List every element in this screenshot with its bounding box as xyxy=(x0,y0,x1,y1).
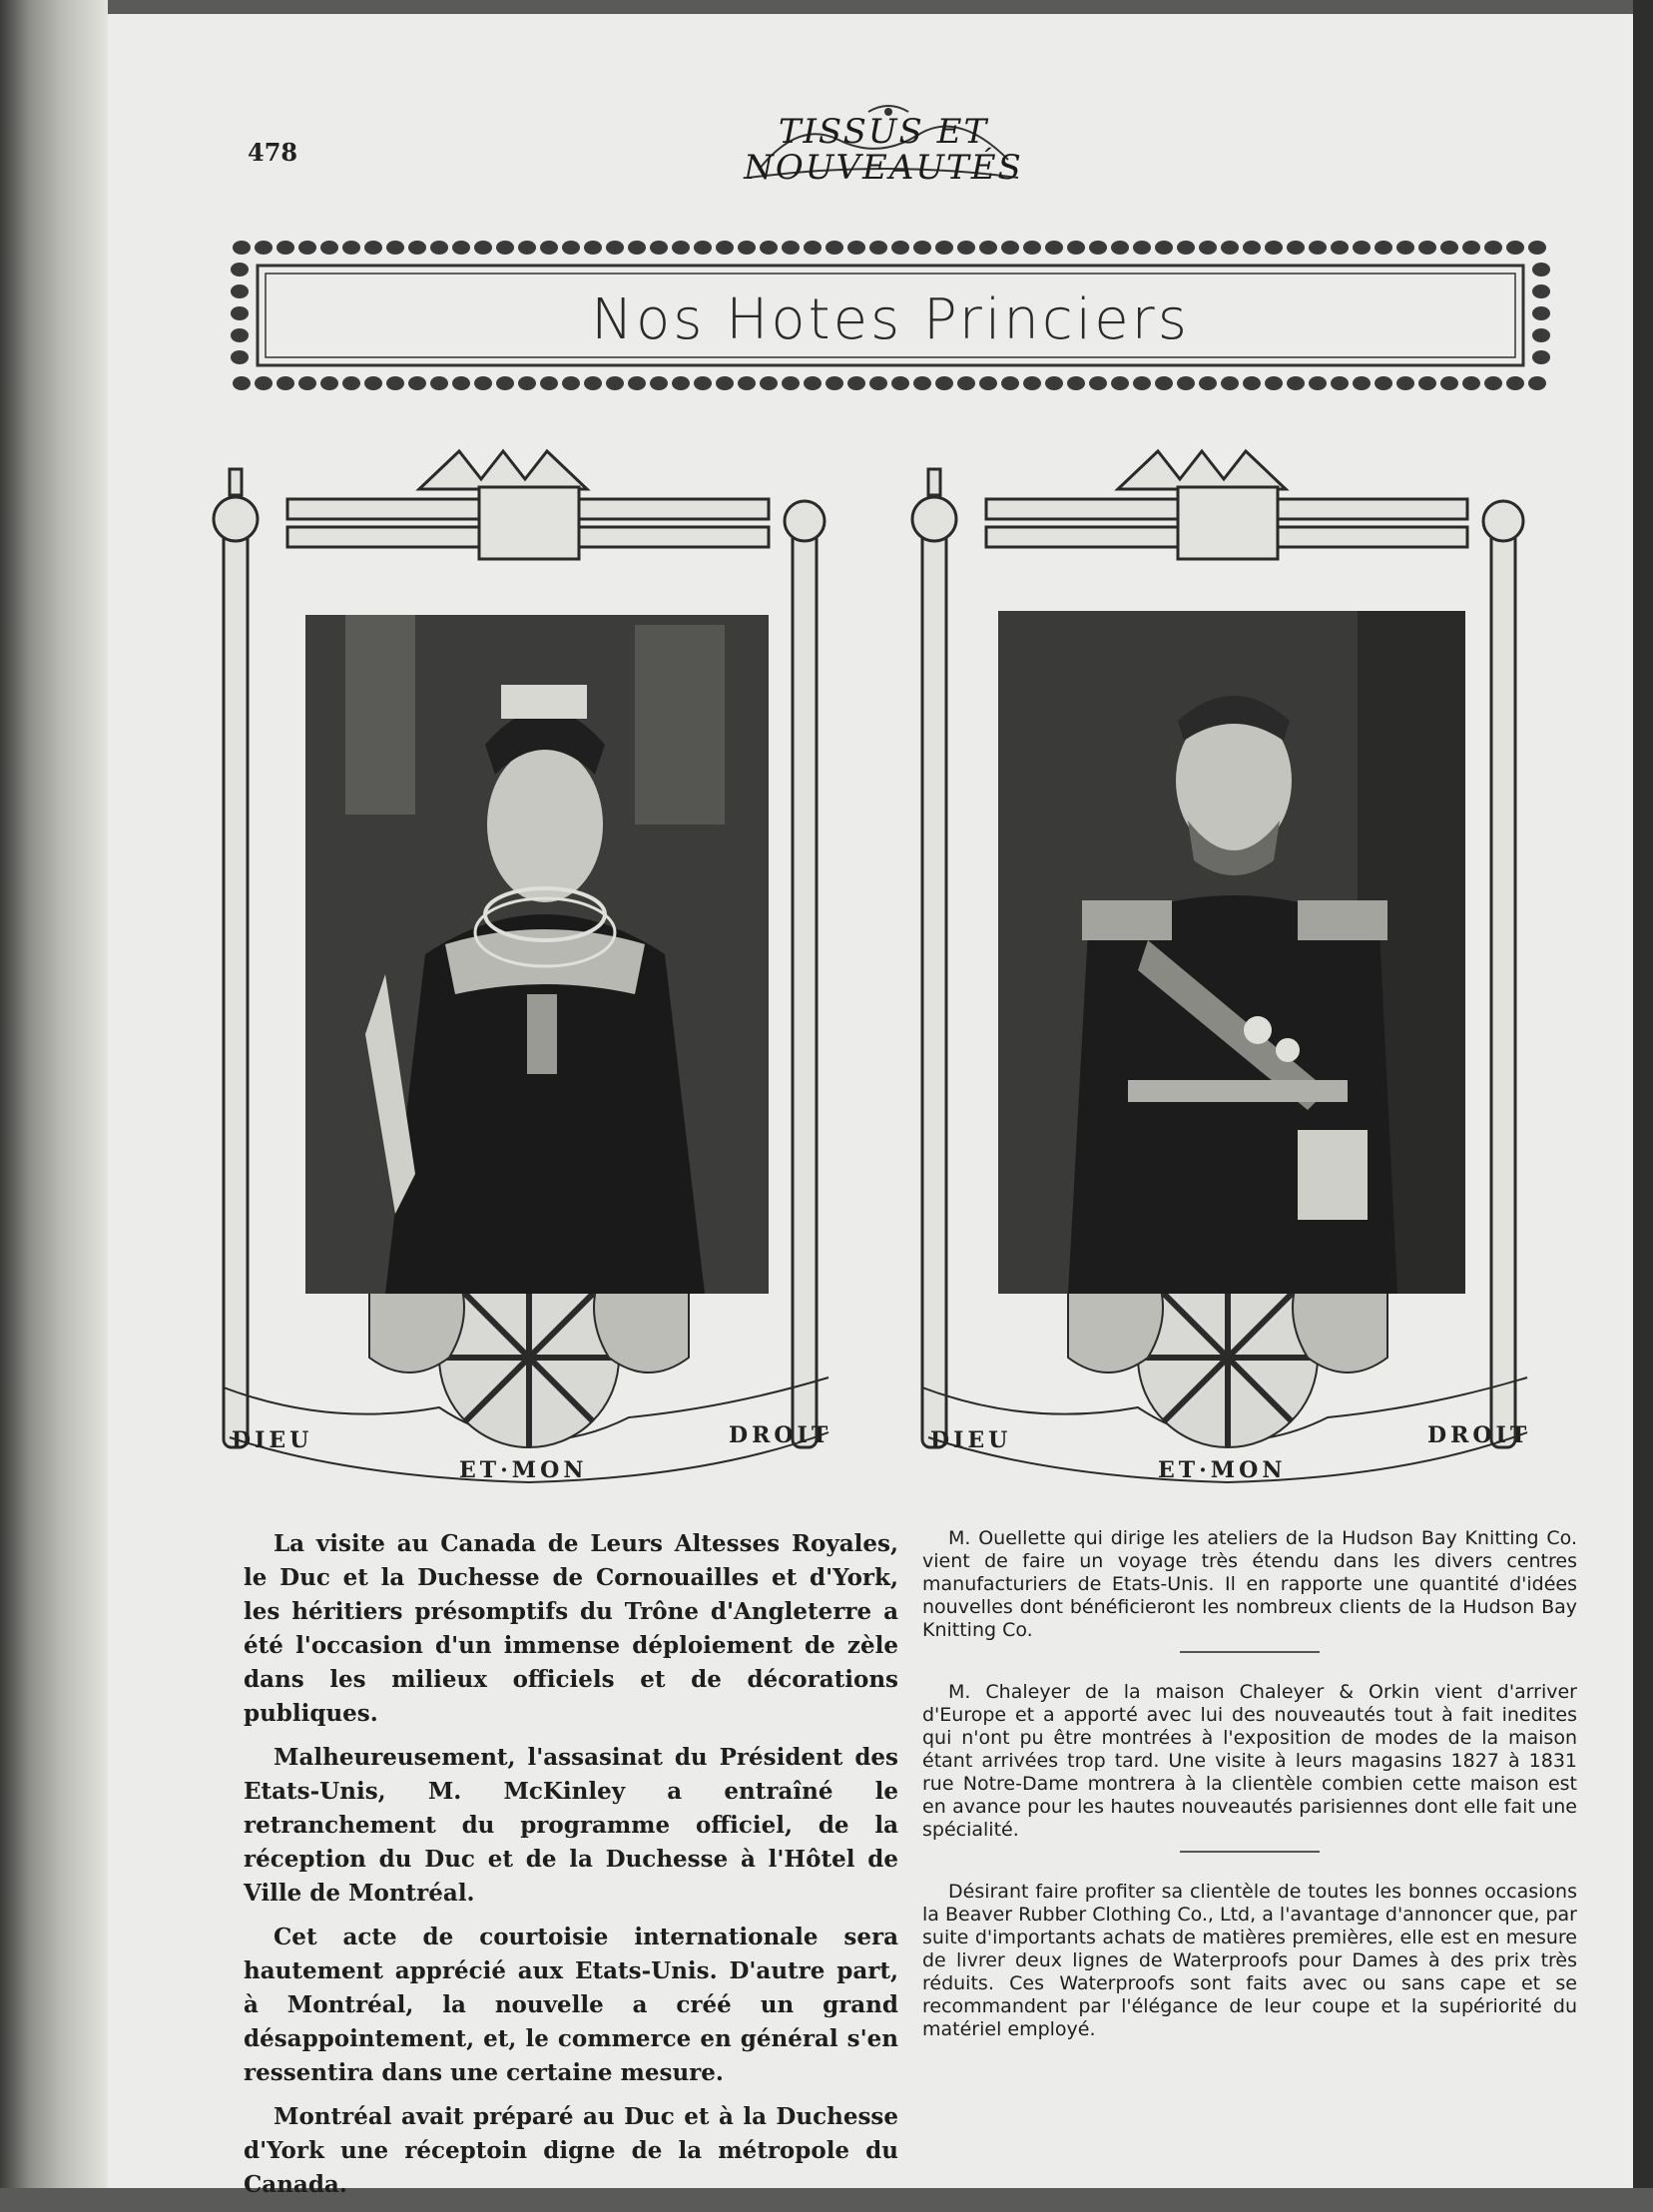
border-leaf-ornament xyxy=(1045,376,1063,390)
border-leaf-ornament xyxy=(891,241,909,255)
border-leaf-ornament xyxy=(694,376,712,390)
border-leaf-ornament xyxy=(869,376,887,390)
border-leaf-ornament xyxy=(1023,376,1041,390)
duchess-portrait-image xyxy=(305,615,769,1294)
border-leaf-ornament xyxy=(782,376,800,390)
border-leaf-ornament xyxy=(1221,376,1239,390)
border-leaf-ornament xyxy=(628,376,646,390)
border-leaf-ornament xyxy=(1331,376,1349,390)
border-leaf-ornament xyxy=(408,241,426,255)
border-leaf-ornament xyxy=(1155,376,1173,390)
border-leaf-ornament xyxy=(1375,376,1392,390)
border-leaf-ornament xyxy=(1287,376,1305,390)
border-leaf-ornament xyxy=(606,376,624,390)
border-leaf-ornament xyxy=(1462,241,1480,255)
border-leaf-ornament xyxy=(1506,376,1524,390)
border-leaf-ornament xyxy=(738,376,756,390)
border-leaf-ornament xyxy=(1199,241,1217,255)
border-leaf-ornament xyxy=(298,241,316,255)
border-leaf-ornament xyxy=(1067,241,1085,255)
border-leaf-ornament xyxy=(1023,241,1041,255)
border-leaf-ornament xyxy=(1089,376,1107,390)
border-leaf-ornament xyxy=(276,376,294,390)
divider xyxy=(1180,1651,1320,1653)
border-leaf-ornament xyxy=(1331,241,1349,255)
border-leaf-ornament xyxy=(1528,241,1546,255)
border-leaf-ornament xyxy=(760,241,778,255)
border-leaf-ornament xyxy=(804,241,822,255)
masthead-logo xyxy=(739,100,1028,188)
border-leaf-ornament xyxy=(935,241,953,255)
border-leaf-ornament xyxy=(233,376,251,390)
border-leaf-ornament xyxy=(386,376,404,390)
border-leaf-ornament xyxy=(496,241,514,255)
border-leaf-ornament xyxy=(231,263,249,276)
border-leaf-ornament xyxy=(452,376,470,390)
paragraph: Montréal avait préparé au Duc et à la Duchesse d'York une réceptoin digne de la métropole du Canada. xyxy=(244,2103,898,2198)
border-leaf-ornament xyxy=(1353,241,1371,255)
border-leaf-ornament xyxy=(913,241,931,255)
border-leaf-ornament xyxy=(1440,376,1458,390)
border-leaf-ornament xyxy=(452,241,470,255)
border-leaf-ornament xyxy=(716,241,734,255)
border-leaf-ornament xyxy=(913,376,931,390)
paragraph: Désirant faire profiter sa clientèle de toutes les bonnes occasions la Beaver Rubber Clothing Co., Ltd, a l'avantage d'annoncer que, par suite d'importants achats de matières premières, elle est en mesure de livrer deux lignes de Waterproofs pour Dames à des prix très réduits. Ces Waterproofs sont faits avec ou sans cape et se recommandent par l'élégance de leur coupe et la supériorité du matériel employé. xyxy=(922,1881,1577,2040)
divider xyxy=(1180,1851,1320,1853)
border-leaf-ornament xyxy=(562,241,580,255)
border-leaf-ornament xyxy=(694,241,712,255)
border-leaf-ornament xyxy=(1418,376,1436,390)
border-leaf-ornament xyxy=(1133,241,1151,255)
border-leaf-ornament xyxy=(1418,241,1436,255)
border-leaf-ornament xyxy=(826,241,843,255)
portrait-frame-right xyxy=(908,429,1547,1493)
border-leaf-ornament xyxy=(650,241,668,255)
border-leaf-ornament xyxy=(342,376,360,390)
border-leaf-ornament xyxy=(540,376,558,390)
scan-edge xyxy=(1633,0,1653,2188)
border-leaf-ornament xyxy=(1243,241,1261,255)
article-left-column xyxy=(244,1527,898,2212)
article-right-column xyxy=(922,1527,1577,2041)
title-banner xyxy=(228,232,1553,397)
border-leaf-ornament xyxy=(1287,241,1305,255)
duke-photo xyxy=(998,611,1465,1294)
border-leaf-ornament xyxy=(628,241,646,255)
border-leaf-ornament xyxy=(233,241,251,255)
paragraph: Cet acte de courtoisie internationale sera hautement apprécié aux Etats-Unis. D'autre part, à Montréal, la nouvelle a créé un grand désappointement, et, le commerce en général s'en ressentira dans une certaine mesure. xyxy=(244,1924,898,2086)
border-leaf-ornament xyxy=(1067,376,1085,390)
border-leaf-ornament xyxy=(1309,376,1327,390)
border-leaf-ornament xyxy=(1532,263,1550,276)
border-leaf-ornament xyxy=(1265,241,1283,255)
motto-left: DIEU xyxy=(930,1427,1012,1453)
motto-right: DROIT xyxy=(729,1422,832,1448)
border-leaf-ornament xyxy=(584,241,602,255)
paragraph: Malheureusement, l'assasinat du Président des Etats-Unis, M. McKinley a entraîné le retranchement du programme officiel, de la réception du Duc et de la Duchesse à l'Hôtel de Ville de Montréal. xyxy=(244,1744,898,1907)
border-leaf-ornament xyxy=(518,376,536,390)
border-leaf-ornament xyxy=(847,241,865,255)
book-spine xyxy=(0,0,108,2188)
border-leaf-ornament xyxy=(1375,241,1392,255)
border-leaf-ornament xyxy=(386,241,404,255)
border-leaf-ornament xyxy=(474,376,492,390)
border-leaf-ornament xyxy=(1484,241,1502,255)
border-leaf-ornament xyxy=(979,376,997,390)
motto-left: DIEU xyxy=(232,1427,313,1453)
border-leaf-ornament xyxy=(650,376,668,390)
border-leaf-ornament xyxy=(716,376,734,390)
border-leaf-ornament xyxy=(957,376,975,390)
border-leaf-ornament xyxy=(1532,350,1550,364)
border-leaf-ornament xyxy=(1133,376,1151,390)
border-leaf-ornament xyxy=(1111,241,1129,255)
border-leaf-ornament xyxy=(1177,376,1195,390)
border-leaf-ornament xyxy=(474,241,492,255)
border-leaf-ornament xyxy=(496,376,514,390)
border-leaf-ornament xyxy=(1396,241,1414,255)
border-leaf-ornament xyxy=(231,350,249,364)
page-title: Nos Hotes Princiers xyxy=(591,287,1190,352)
border-leaf-ornament xyxy=(1199,376,1217,390)
border-leaf-ornament xyxy=(847,376,865,390)
border-leaf-ornament xyxy=(276,241,294,255)
border-leaf-ornament xyxy=(320,376,338,390)
border-leaf-ornament xyxy=(782,241,800,255)
paragraph: M. Chaleyer de la maison Chaleyer & Orkin vient d'arriver d'Europe et a apporté avec lui des nouveautés tout à fait inedites qui n'ont pu être montrées à l'exposition de modes de la maison étant arrivées trop tard. Une visite à leurs magasins 1827 à 1831 rue Notre-Dame montrera à la clientèle combien cette maison est en avance pour les hautes nouveautés parisiennes dont elle fait une spécialité. xyxy=(922,1681,1577,1841)
border-leaf-ornament xyxy=(957,241,975,255)
border-leaf-ornament xyxy=(1243,376,1261,390)
border-leaf-ornament xyxy=(1396,376,1414,390)
border-leaf-ornament xyxy=(255,241,273,255)
paragraph: La visite au Canada de Leurs Altesses Royales, le Duc et la Duchesse de Cornouailles et d'York, les héritiers présomptifs du Trône d'Angleterre a été l'occasion d'un immense déploiement de zèle dans les milieux officiels et de décorations publiques. xyxy=(244,1530,898,1727)
motto-mid: ET·MON xyxy=(1158,1457,1287,1483)
border-leaf-ornament xyxy=(891,376,909,390)
border-leaf-ornament xyxy=(672,376,690,390)
border-leaf-ornament xyxy=(408,376,426,390)
border-leaf-ornament xyxy=(255,376,273,390)
border-leaf-ornament xyxy=(430,376,448,390)
border-leaf-ornament xyxy=(869,241,887,255)
duchess-photo xyxy=(305,615,769,1294)
border-leaf-ornament xyxy=(342,241,360,255)
border-leaf-ornament xyxy=(672,241,690,255)
border-leaf-ornament xyxy=(562,376,580,390)
border-leaf-ornament xyxy=(320,241,338,255)
border-leaf-ornament xyxy=(584,376,602,390)
border-leaf-ornament xyxy=(738,241,756,255)
border-leaf-ornament xyxy=(1484,376,1502,390)
page-number: 478 xyxy=(248,138,298,167)
border-leaf-ornament xyxy=(1309,241,1327,255)
border-leaf-ornament xyxy=(1440,241,1458,255)
border-leaf-ornament xyxy=(1155,241,1173,255)
border-leaf-ornament xyxy=(1462,376,1480,390)
border-leaf-ornament xyxy=(1089,241,1107,255)
border-leaf-ornament xyxy=(804,376,822,390)
border-leaf-ornament xyxy=(1506,241,1524,255)
border-leaf-ornament xyxy=(1177,241,1195,255)
border-leaf-ornament xyxy=(540,241,558,255)
paragraph: M. Ouellette qui dirige les ateliers de la Hudson Bay Knitting Co. vient de faire un voyage très étendu dans les divers centres manufacturiers de Etats-Unis. Il en rapporte une quantité d'idées nouvelles dont bénéficieront les nombreux clients de la Hudson Bay Knitting Co. xyxy=(922,1527,1577,1641)
motto-right: DROIT xyxy=(1427,1422,1531,1448)
border-leaf-ornament xyxy=(1265,376,1283,390)
border-leaf-ornament xyxy=(430,241,448,255)
border-leaf-ornament xyxy=(1001,376,1019,390)
border-leaf-ornament xyxy=(935,376,953,390)
border-leaf-ornament xyxy=(1111,376,1129,390)
duke-portrait-image xyxy=(998,611,1465,1294)
border-leaf-ornament xyxy=(1353,376,1371,390)
portrait-frame-left xyxy=(210,429,848,1493)
border-leaf-ornament xyxy=(364,376,382,390)
border-leaf-ornament xyxy=(606,241,624,255)
border-leaf-ornament xyxy=(1528,376,1546,390)
border-leaf-ornament xyxy=(518,241,536,255)
border-leaf-ornament xyxy=(760,376,778,390)
border-leaf-ornament xyxy=(1001,241,1019,255)
motto-mid: ET·MON xyxy=(459,1457,588,1483)
border-leaf-ornament xyxy=(979,241,997,255)
border-leaf-ornament xyxy=(364,241,382,255)
border-leaf-ornament xyxy=(298,376,316,390)
border-leaf-ornament xyxy=(826,376,843,390)
border-leaf-ornament xyxy=(1221,241,1239,255)
masthead-text: TISSUS ET NOUVEAUTÉS xyxy=(744,112,1023,188)
border-leaf-ornament xyxy=(1045,241,1063,255)
